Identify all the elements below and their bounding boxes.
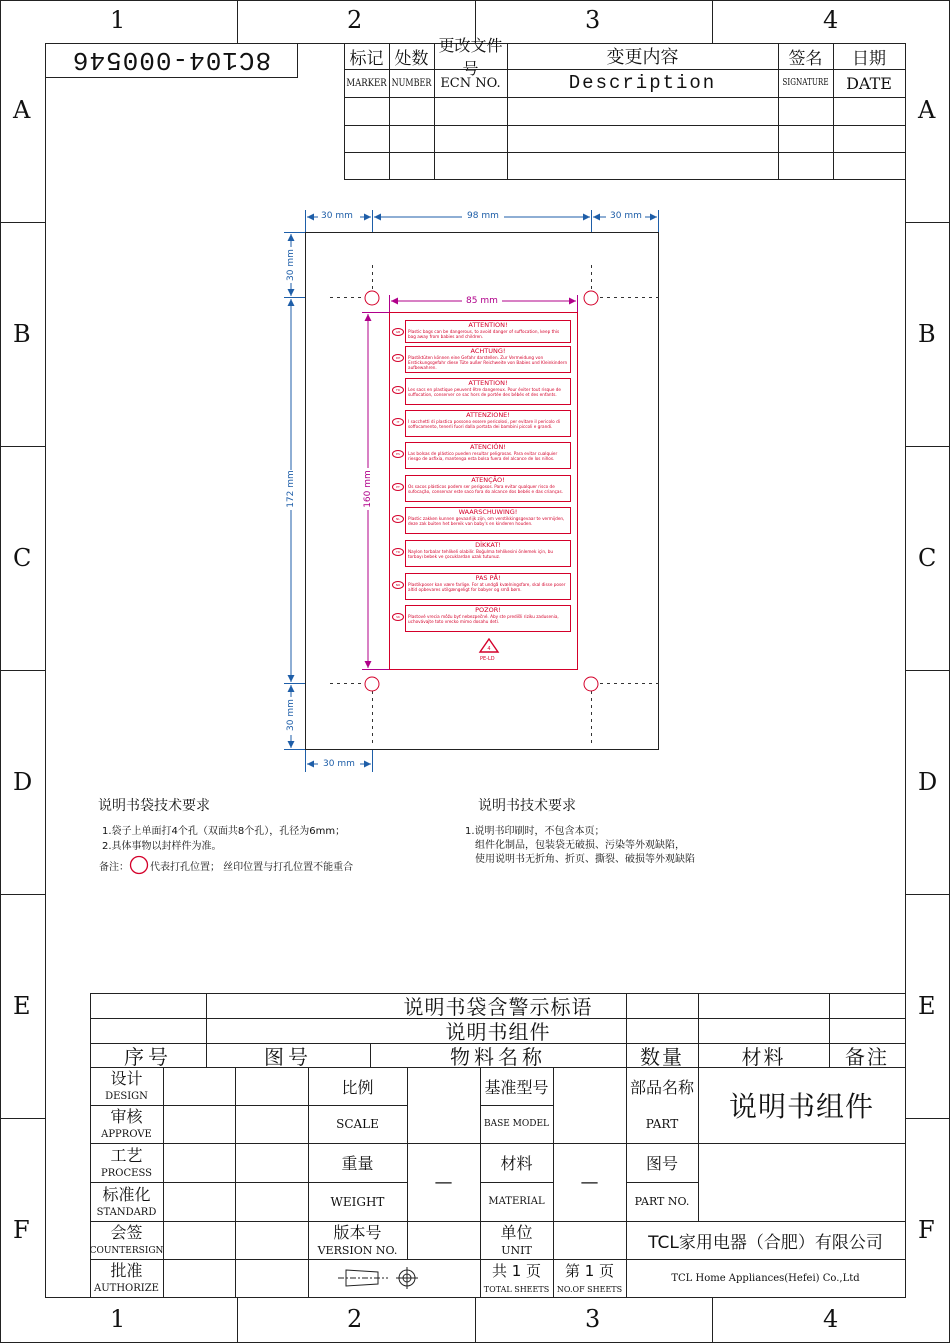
part-name-value: 说明书组件 <box>728 1090 874 1123</box>
label-countersign-cn: 会签 <box>110 1223 143 1242</box>
warning-text: Plastiktüten können eine Gefahr darstellen. Zur Vermeidung von Erstickungsgefahr diese Tüte außer Reichweite von Babies und Kleinkindern aufbewahren. <box>408 355 568 371</box>
language-flag-icon: NO <box>392 581 404 589</box>
label-standard-cn: 标准化 <box>102 1184 151 1204</box>
dim-top-left: 30 mm <box>321 211 353 221</box>
warning-text: I sacchetti di plastica possono essere pericolosi, per evitare il pericolo di soffocamento, tenerli fuori dalla portata dei bambini piccoli e grandi. <box>408 419 560 430</box>
label-process-cn: 工艺 <box>110 1145 143 1165</box>
label-weight-cn: 重量 <box>341 1154 374 1173</box>
zone-number-bottom-1: 1 <box>110 1305 126 1333</box>
label-material-en: MATERIAL <box>488 1196 545 1207</box>
bag-requirement-1: 1.袋子上单面打4个孔（双面共8个孔），孔径为6mm； <box>102 826 346 837</box>
warning-text: Plastikposer kan være farlige. For at undgå kvælningsfare, skal disse poser altid opbevares utilgængeligt for babyer og små børn. <box>408 582 566 593</box>
manual-requirement-2: 组件化制品，包装袋无破损、污染等外观缺陷， <box>475 840 685 851</box>
revision-header-description-en: Description <box>568 72 717 94</box>
zone-number-top-1: 1 <box>110 6 126 34</box>
language-flag-icon: SK <box>392 613 404 621</box>
zone-letter-left-e: E <box>13 992 31 1020</box>
recycle-code: PE-LD <box>480 656 495 662</box>
bag-requirement-2: 2.具体事物以封样件为准。 <box>102 841 222 852</box>
revision-header-number-en: NUMBER <box>391 77 432 89</box>
revision-header-marker-en: MARKER <box>346 77 387 89</box>
warning-title: PAS PÅ! <box>475 574 501 582</box>
label-material-cn: 材料 <box>500 1154 533 1173</box>
zone-letter-right-d: D <box>918 768 938 796</box>
label-approve-en: APPROVE <box>101 1129 152 1140</box>
label-scale-en: SCALE <box>336 1117 379 1131</box>
parts-row2-name: 说明书组件 <box>445 1020 551 1044</box>
company-name-en: TCL Home Appliances(Hefei) Co.,Ltd <box>671 1272 860 1284</box>
zone-letter-right-c: C <box>918 544 937 572</box>
warning-text: Les sacs en plastique peuvent être dangereux. Pour éviter tout risque de suffocation, conserver ce sac hors de portée des bébés et des enfants. <box>408 387 561 398</box>
label-version-cn: 版本号 <box>333 1222 382 1242</box>
label-design-cn: 设计 <box>110 1069 143 1088</box>
zone-number-bottom-3: 3 <box>585 1305 601 1333</box>
revision-header-date-en: DATE <box>846 73 892 93</box>
language-flag-icon: TR <box>392 548 404 556</box>
label-sheet-no-en: NO.OF SHEETS <box>556 1284 623 1294</box>
warning-text: Naylon torbalar tehlikeli olabilir. Boğulma tehlikesini önlemek için, bu torbayı bebek ve çocuklardan uzak tutunuz. <box>408 549 554 560</box>
manual-requirement-1: 1.说明书印刷时，不包含本页； <box>465 826 605 837</box>
warning-title: ATTENTION! <box>468 321 508 329</box>
label-scale-cn: 比例 <box>341 1077 374 1097</box>
zone-letter-left-d: D <box>13 768 33 796</box>
warning-title: DİKKAT! <box>475 541 501 549</box>
dim-left-top: 30 mm <box>286 249 296 281</box>
label-part-no-cn: 图号 <box>645 1154 678 1173</box>
label-sheet-no-cn: 第 1 页 <box>564 1261 615 1280</box>
dim-top-mid: 98 mm <box>467 211 499 221</box>
svg-text:4: 4 <box>487 646 491 652</box>
manual-requirement-3: 使用说明书无折角、折页、撕裂、破损等外观缺陷 <box>475 854 695 865</box>
label-base-model-en: BASE MODEL <box>483 1119 550 1129</box>
zone-letter-right-b: B <box>918 320 936 348</box>
label-unit-cn: 单位 <box>500 1222 533 1242</box>
label-authorize-en: AUTHORIZE <box>94 1283 159 1294</box>
zone-letter-left-b: B <box>13 320 31 348</box>
drawing-number: 8C104-000546 <box>71 45 272 76</box>
parts-header-index: 序号 <box>124 1044 172 1069</box>
warning-title: ACHTUNG! <box>470 347 506 355</box>
zone-letter-right-a: A <box>918 96 936 124</box>
parts-header-material-name: 物料名称 <box>450 1044 546 1069</box>
label-weight-en: WEIGHT <box>330 1194 385 1209</box>
zone-letter-right-e: E <box>918 992 936 1020</box>
label-approve-cn: 审核 <box>110 1107 143 1126</box>
dash-value-2: — <box>580 1171 599 1193</box>
parts-header-quantity: 数量 <box>640 1044 684 1069</box>
language-flag-icon: ES <box>392 450 404 458</box>
warning-text: Plastové vrecia môžu byť nebezpečné. Aby ste predišli riziku zadusenia, uchovávajte toto vrecko mimo dosahu detí. <box>408 614 559 625</box>
dim-bottom: 30 mm <box>323 759 355 769</box>
zone-number-top-2: 2 <box>347 6 363 34</box>
language-flag-icon: GB <box>392 328 404 336</box>
revision-header-signature-en: SIGNATURE <box>782 78 829 88</box>
label-unit-en: UNIT <box>501 1243 532 1257</box>
zone-number-bottom-4: 4 <box>823 1305 839 1333</box>
language-flag-icon: NL <box>392 515 404 523</box>
manual-requirements-title: 说明书技术要求 <box>478 798 576 814</box>
zone-number-top-4: 4 <box>823 6 839 34</box>
dim-left-mid: 172 mm <box>286 470 296 508</box>
warning-title: ATENÇÃO! <box>471 476 505 484</box>
revision-header-ecn-en: ECN NO. <box>440 75 501 91</box>
parts-header-remark: 备注 <box>845 1044 889 1069</box>
warning-title: ATTENTION! <box>468 379 508 387</box>
warning-text: Las bolsas de plástico pueden resultar peligrosas. Para evitar cualquier riesgo de asfixia, mantenga esta bolsa fuera del alcance de los niños. <box>408 451 558 462</box>
label-part-cn: 部品名称 <box>629 1077 694 1097</box>
company-name-cn: TCL家用电器（合肥）有限公司 <box>648 1232 883 1253</box>
bag-note-text: 代表打孔位置； 丝印位置与打孔位置不能重合 <box>150 862 354 873</box>
parts-header-drawing-no: 图号 <box>264 1044 312 1069</box>
language-flag-icon: IT <box>392 418 404 426</box>
revision-header-description-cn: 变更内容 <box>606 47 679 68</box>
label-process-en: PROCESS <box>101 1168 152 1179</box>
warning-title: POZOR! <box>475 606 501 614</box>
label-total-sheets-en: TOTAL SHEETS <box>483 1284 550 1294</box>
label-standard-en: STANDARD <box>96 1207 157 1218</box>
dash-value-1: — <box>434 1171 453 1193</box>
language-flag-icon: FR <box>392 386 404 394</box>
label-base-model-cn: 基准型号 <box>484 1077 549 1097</box>
zone-number-bottom-2: 2 <box>347 1305 363 1333</box>
dim-label-height: 160 mm <box>363 470 373 508</box>
zone-letter-left-f: F <box>13 1216 30 1244</box>
dim-left-bottom: 30 mm <box>286 699 296 731</box>
parts-row1-name: 说明书袋含警示标语 <box>403 995 593 1019</box>
warning-text: Plastic zakken kunnen gevaarlijk zijn, om verstikkingsgevaar te vermijden, deze zak buiten het bereik van baby's en kinderen houden. <box>408 516 565 527</box>
warning-title: ATTENZIONE! <box>466 411 510 419</box>
revision-header-number-cn: 处数 <box>394 48 429 69</box>
label-version-en: VERSION NO. <box>317 1243 398 1257</box>
bag-requirements-title: 说明书袋技术要求 <box>98 798 210 814</box>
dim-top-right: 30 mm <box>610 211 642 221</box>
revision-header-ecn-cn: 更改文件号 <box>438 36 503 78</box>
label-authorize-cn: 批准 <box>110 1261 143 1280</box>
language-flag-icon: PT <box>392 483 404 491</box>
zone-letter-left-a: A <box>13 96 31 124</box>
zone-letter-right-f: F <box>918 1216 935 1244</box>
parts-header-material: 材料 <box>741 1044 786 1069</box>
warning-title: ATENCIÓN! <box>470 443 506 451</box>
warning-text: Plastic bags can be dangerous, to avoid danger of suffocation, keep this bag away from babies and children. <box>408 329 560 340</box>
warning-text: Os sacos plásticos podem ser perigosos. Para evitar qualquer risco de sufocação, conservar este saco fora do alcance dos bebés e das crianças. <box>408 484 563 495</box>
label-design-en: DESIGN <box>105 1091 148 1102</box>
revision-header-signature-cn: 签名 <box>788 48 823 69</box>
language-flag-icon: DE <box>392 354 404 362</box>
label-total-sheets-cn: 共 1 页 <box>491 1261 542 1280</box>
revision-header-date-cn: 日期 <box>852 48 886 69</box>
zone-letter-left-c: C <box>13 544 32 572</box>
dim-label-width: 85 mm <box>466 296 498 306</box>
warning-title: WAARSCHUWING! <box>458 508 518 516</box>
label-countersign-en: COUNTERSIGN <box>89 1245 164 1256</box>
revision-header-marker-cn: 标记 <box>349 48 384 69</box>
zone-number-top-3: 3 <box>585 6 601 34</box>
label-part-no-en: PART NO. <box>634 1195 690 1208</box>
bag-note-prefix: 备注： <box>99 862 129 873</box>
label-part-en: PART <box>645 1117 679 1131</box>
